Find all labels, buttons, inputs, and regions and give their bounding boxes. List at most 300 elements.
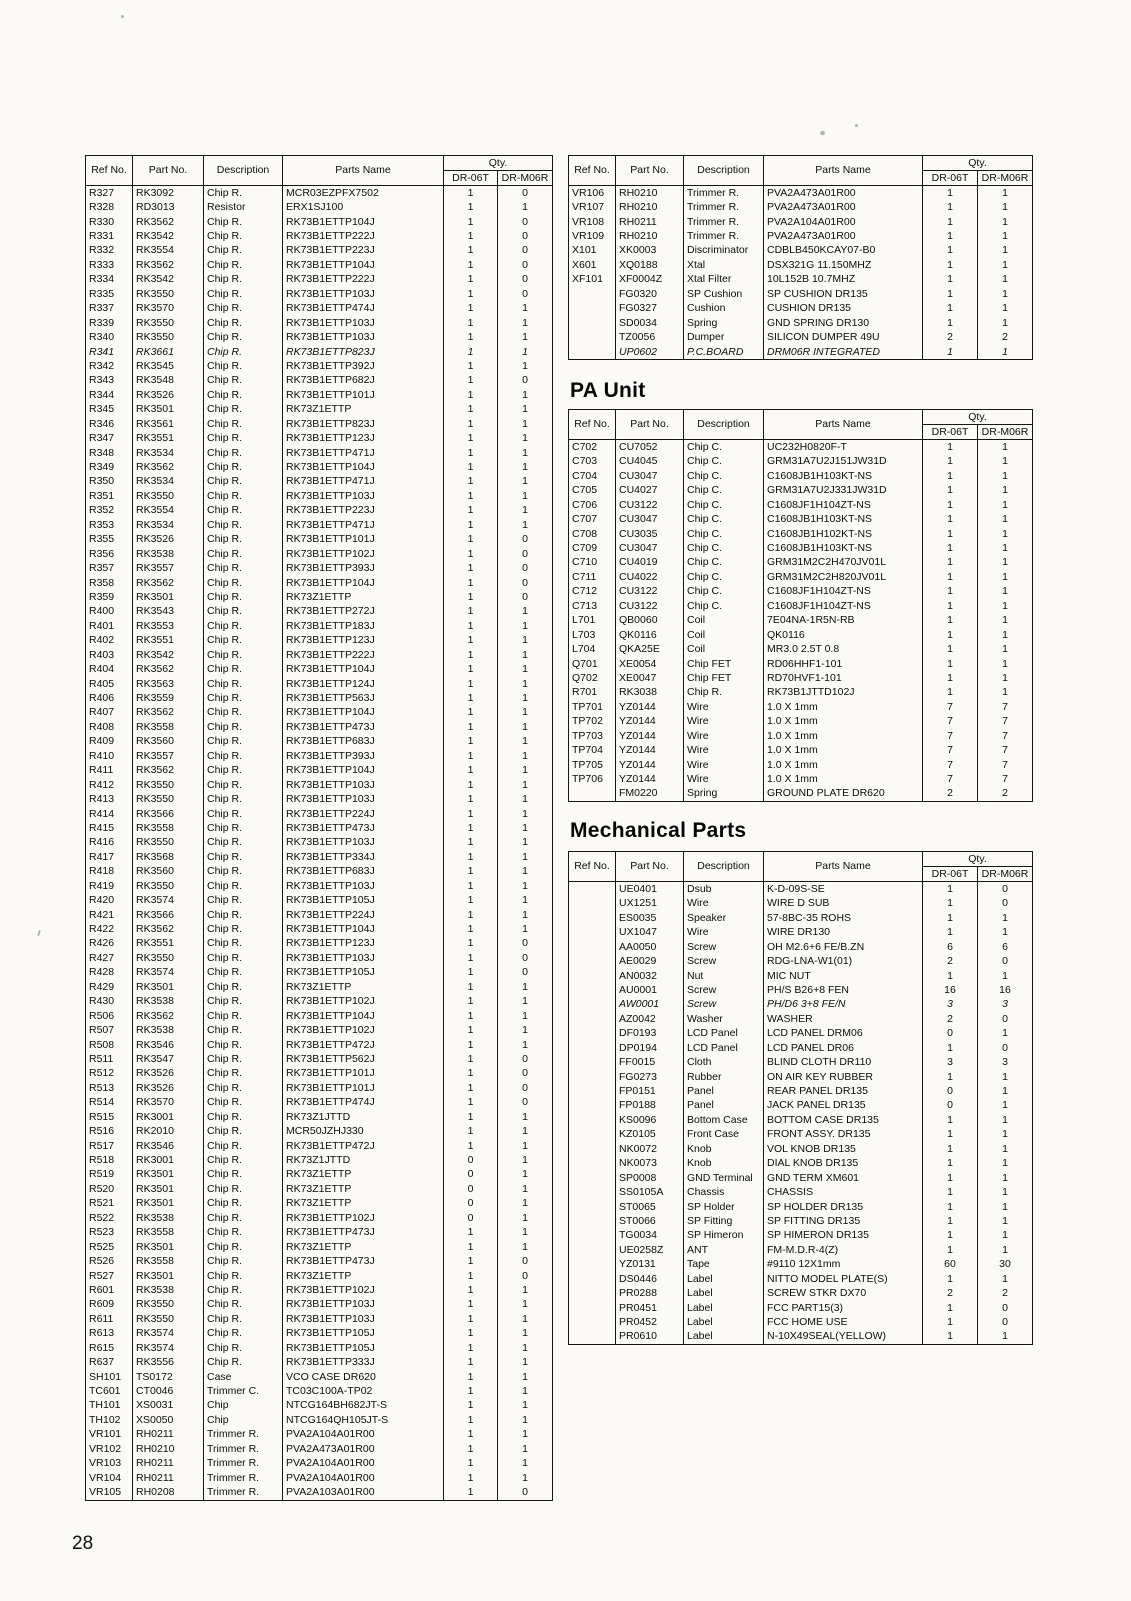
table-cell: 1: [444, 504, 498, 518]
table-cell: VR108: [569, 215, 616, 229]
table-cell: R506: [86, 1009, 133, 1023]
table-cell: 1: [498, 691, 553, 705]
table-cell: Xtal Filter: [684, 273, 764, 287]
table-cell: R407: [86, 706, 133, 720]
table-cell: 1: [498, 1240, 553, 1254]
table-cell: 1: [923, 1113, 978, 1127]
table-cell: RK3542: [133, 273, 204, 287]
table-cell: RK3501: [133, 980, 204, 994]
table-cell: R427: [86, 951, 133, 965]
table-cell: SILICON DUMPER 49U: [764, 330, 923, 344]
table-cell: 1: [444, 1067, 498, 1081]
table-cell: 1: [498, 417, 553, 431]
table-cell: 1: [978, 671, 1033, 685]
table-cell: Chip R.: [204, 316, 283, 330]
table-row: [569, 527, 1033, 541]
table-row: [86, 431, 553, 445]
table-cell: FG0273: [616, 1070, 684, 1084]
table-cell: 1: [444, 431, 498, 445]
table-cell: 0: [978, 1315, 1033, 1329]
table-cell: ERX1SJ100: [283, 200, 444, 214]
table-cell: 0: [923, 1099, 978, 1113]
table-cell: RK73B1ETTP102J: [283, 1283, 444, 1297]
table-cell: 1: [444, 749, 498, 763]
table-cell: 7: [923, 715, 978, 729]
table-cell: 1: [444, 691, 498, 705]
table-cell: Chip R.: [204, 836, 283, 850]
table-cell: RK3550: [133, 836, 204, 850]
table-cell: RK3562: [133, 460, 204, 474]
table-cell: Case: [204, 1370, 283, 1384]
table-cell: RK3553: [133, 619, 204, 633]
table-cell: RK73B1ETTP224J: [283, 807, 444, 821]
table-cell: RK73B1ETTP102J: [283, 995, 444, 1009]
table-cell: 0: [444, 1153, 498, 1167]
table-cell: R352: [86, 504, 133, 518]
table-row: [86, 1254, 553, 1268]
table-cell: 1: [444, 1124, 498, 1138]
table-row: [86, 908, 553, 922]
table-row: [86, 417, 553, 431]
table-cell: RK73Z1ETTP: [283, 1240, 444, 1254]
table-cell: 1: [498, 980, 553, 994]
table-cell: R517: [86, 1139, 133, 1153]
table-cell: PVA2A104A01R00: [283, 1471, 444, 1485]
table-cell: 1: [923, 1243, 978, 1257]
table-cell: R408: [86, 720, 133, 734]
table-cell: 1: [498, 1355, 553, 1369]
table-cell: RK3568: [133, 850, 204, 864]
table-cell: 2: [978, 1286, 1033, 1300]
table-row: [86, 619, 553, 633]
table-cell: 1: [444, 865, 498, 879]
table-cell: Chip R.: [204, 1283, 283, 1297]
table-cell: RK3566: [133, 807, 204, 821]
table-cell: RK3560: [133, 865, 204, 879]
table-cell: 1: [978, 1200, 1033, 1214]
table-row: [86, 792, 553, 806]
table-cell: 1: [498, 489, 553, 503]
table-cell: Spring: [684, 316, 764, 330]
table-cell: 0: [923, 1027, 978, 1041]
table-cell: 1: [923, 484, 978, 498]
table-cell: Chip R.: [204, 302, 283, 316]
table-cell: R405: [86, 677, 133, 691]
table-cell: Chip R.: [204, 1182, 283, 1196]
table-cell: RK73B1ETTP471J: [283, 518, 444, 532]
table-cell: FCC PART15(3): [764, 1301, 923, 1315]
table-row: [569, 186, 1033, 201]
table-cell: RK3545: [133, 359, 204, 373]
table-cell: 2: [923, 1012, 978, 1026]
header-parts-name: Parts Name: [764, 410, 923, 440]
table-cell: 1: [444, 1355, 498, 1369]
table-cell: 0: [978, 1301, 1033, 1315]
table-cell: 1: [978, 1027, 1033, 1041]
table-cell: 1: [978, 614, 1033, 628]
table-cell: [569, 1012, 616, 1026]
table-cell: Chip R.: [204, 749, 283, 763]
table-cell: 1.0 X 1mm: [764, 758, 923, 772]
table-row: [569, 1041, 1033, 1055]
table-cell: LCD PANEL DR06: [764, 1041, 923, 1055]
table-cell: RK73B1ETTP474J: [283, 1096, 444, 1110]
table-cell: RK2010: [133, 1124, 204, 1138]
table-cell: 0: [498, 1096, 553, 1110]
table-cell: RK73B1ETTP823J: [283, 345, 444, 359]
table-cell: YZ0144: [616, 729, 684, 743]
table-cell: CU3122: [616, 599, 684, 613]
header-drm06r: DR-M06R: [978, 171, 1033, 186]
table-cell: RK73B1ETTP123J: [283, 431, 444, 445]
table-cell: R523: [86, 1226, 133, 1240]
table-cell: 1: [498, 865, 553, 879]
table-cell: C706: [569, 498, 616, 512]
table-cell: Trimmer C.: [204, 1384, 283, 1398]
table-cell: Chip R.: [204, 1269, 283, 1283]
table-cell: Chip R.: [204, 1038, 283, 1052]
table-cell: R328: [86, 200, 133, 214]
table-cell: 1.0 X 1mm: [764, 715, 923, 729]
table-cell: VR109: [569, 229, 616, 243]
table-cell: 1: [978, 287, 1033, 301]
table-cell: 1: [923, 1330, 978, 1345]
table-row: [569, 882, 1033, 897]
header-qty: Qty.: [923, 852, 1033, 867]
table-cell: [569, 1027, 616, 1041]
table-cell: 0: [498, 1269, 553, 1283]
table-cell: RK3543: [133, 605, 204, 619]
table-cell: RK3562: [133, 764, 204, 778]
table-cell: Chip R.: [204, 1110, 283, 1124]
table-cell: RK3501: [133, 1240, 204, 1254]
table-cell: R613: [86, 1327, 133, 1341]
table-cell: 1: [444, 518, 498, 532]
header-ref-no: Ref No.: [569, 410, 616, 440]
table-cell: RK73B1ETTP222J: [283, 648, 444, 662]
table-cell: 1: [498, 1009, 553, 1023]
table-cell: Chip R.: [204, 706, 283, 720]
table-cell: 1: [923, 541, 978, 555]
table-cell: 1: [498, 518, 553, 532]
table-cell: 1: [923, 345, 978, 360]
table-cell: 1: [978, 556, 1033, 570]
table-cell: 1: [444, 229, 498, 243]
table-row: [569, 983, 1033, 997]
table-header: [86, 156, 553, 186]
table-cell: RK73B1ETTP103J: [283, 879, 444, 893]
table-cell: Chip R.: [204, 1009, 283, 1023]
table-cell: 1: [498, 1153, 553, 1167]
table-cell: RK3550: [133, 316, 204, 330]
table-row: [86, 1442, 553, 1456]
table-cell: 1: [498, 1182, 553, 1196]
table-cell: RK73B1ETTP563J: [283, 691, 444, 705]
table-cell: RK73B1JTTD102J: [764, 686, 923, 700]
table-cell: FG0320: [616, 287, 684, 301]
table-row: [569, 1070, 1033, 1084]
header-ref-no: Ref No.: [569, 156, 616, 186]
table-cell: 1: [444, 489, 498, 503]
table-row: [569, 1315, 1033, 1329]
table-cell: 1: [923, 215, 978, 229]
table-cell: TP701: [569, 700, 616, 714]
table-cell: 1: [444, 258, 498, 272]
table-cell: R339: [86, 316, 133, 330]
table-cell: TG0034: [616, 1229, 684, 1243]
table-cell: [569, 1301, 616, 1315]
table-cell: 1: [444, 561, 498, 575]
table-cell: RK73B1ETTP103J: [283, 792, 444, 806]
table-row: [569, 273, 1033, 287]
table-cell: ANT: [684, 1243, 764, 1257]
table-row: [569, 897, 1033, 911]
table-cell: Chip R.: [204, 1240, 283, 1254]
table-cell: TZ0056: [616, 330, 684, 344]
table-cell: R507: [86, 1023, 133, 1037]
table-cell: 1: [923, 671, 978, 685]
table-cell: 0: [498, 951, 553, 965]
table-cell: 1: [498, 504, 553, 518]
table-cell: Chip R.: [204, 258, 283, 272]
table-cell: RK73B1ETTP224J: [283, 908, 444, 922]
table-cell: RH0208: [133, 1485, 204, 1500]
table-cell: 1: [498, 807, 553, 821]
table-cell: RK73B1ETTP104J: [283, 460, 444, 474]
table-row: [86, 778, 553, 792]
table-cell: YZ0144: [616, 758, 684, 772]
table-cell: Coil: [684, 628, 764, 642]
table-cell: R358: [86, 576, 133, 590]
table-cell: RK73B1ETTP105J: [283, 966, 444, 980]
table-cell: [569, 911, 616, 925]
table-cell: P.C.BOARD: [684, 345, 764, 360]
table-cell: 1: [444, 735, 498, 749]
table-cell: RK73B1ETTP682J: [283, 374, 444, 388]
table-cell: 1: [498, 1211, 553, 1225]
table-cell: 1: [498, 200, 553, 214]
table-cell: GRM31A7U2J151JW31D: [764, 455, 923, 469]
table-cell: R512: [86, 1067, 133, 1081]
table-cell: 1: [978, 316, 1033, 330]
table-row: [569, 729, 1033, 743]
table-cell: Chip R.: [204, 908, 283, 922]
table-cell: Chip C.: [684, 556, 764, 570]
header-dr06t: DR-06T: [923, 171, 978, 186]
table-row: [569, 302, 1033, 316]
table-cell: 1: [444, 1096, 498, 1110]
table-cell: 1: [923, 599, 978, 613]
table-cell: RK73B1ETTP105J: [283, 1327, 444, 1341]
table-cell: RK73B1ETTP104J: [283, 922, 444, 936]
table-cell: RK3570: [133, 302, 204, 316]
table-cell: RK3561: [133, 417, 204, 431]
table-cell: RK3557: [133, 749, 204, 763]
table-cell: 1: [444, 677, 498, 691]
table-cell: DS0446: [616, 1272, 684, 1286]
table-cell: [569, 1142, 616, 1156]
table-row: [86, 691, 553, 705]
table-cell: RK3560: [133, 735, 204, 749]
table-cell: 1: [444, 980, 498, 994]
table-cell: R357: [86, 561, 133, 575]
table-cell: XS0031: [133, 1399, 204, 1413]
table-cell: RK73B1ETTP103J: [283, 330, 444, 344]
table-cell: Chip R.: [204, 619, 283, 633]
header-ref-no: Ref No.: [86, 156, 133, 186]
table-cell: R402: [86, 634, 133, 648]
table-cell: C1608JB1H103KT-NS: [764, 469, 923, 483]
table-cell: TC601: [86, 1384, 133, 1398]
table-cell: Chip R.: [204, 1327, 283, 1341]
table-cell: 1: [444, 764, 498, 778]
table-cell: 1: [978, 541, 1033, 555]
table-cell: DRM06R INTEGRATED: [764, 345, 923, 360]
table-cell: 1: [444, 807, 498, 821]
table-cell: 1: [444, 1081, 498, 1095]
table-cell: Nut: [684, 969, 764, 983]
table-cell: Knob: [684, 1142, 764, 1156]
table-row: [86, 1413, 553, 1427]
header-ref-no: Ref No.: [569, 852, 616, 882]
table-cell: Chip C.: [684, 455, 764, 469]
pa-unit-table: [568, 409, 1033, 802]
table-row: [569, 287, 1033, 301]
table-row: [86, 345, 553, 359]
table-cell: RK73B1ETTP101J: [283, 1067, 444, 1081]
table-cell: RK3566: [133, 908, 204, 922]
table-cell: 0: [978, 882, 1033, 897]
table-cell: FP0188: [616, 1099, 684, 1113]
table-cell: RK73B1ETTP474J: [283, 302, 444, 316]
table-cell: 1: [444, 1428, 498, 1442]
table-cell: R343: [86, 374, 133, 388]
table-cell: [569, 1286, 616, 1300]
table-row: [569, 700, 1033, 714]
table-cell: WIRE DR130: [764, 926, 923, 940]
table-cell: 1: [444, 1269, 498, 1283]
table-cell: 3: [923, 998, 978, 1012]
table-row: [86, 966, 553, 980]
table-cell: 1: [923, 911, 978, 925]
table-cell: RK73B1ETTP393J: [283, 561, 444, 575]
table-cell: RK73B1ETTP124J: [283, 677, 444, 691]
table-cell: C1608JB1H102KT-NS: [764, 527, 923, 541]
table-row: [86, 1428, 553, 1442]
table-cell: 0: [444, 1182, 498, 1196]
table-cell: 1: [498, 995, 553, 1009]
table-cell: 1: [923, 200, 978, 214]
table-cell: 2: [923, 954, 978, 968]
table-row: [86, 648, 553, 662]
table-cell: ES0035: [616, 911, 684, 925]
table-cell: RK3501: [133, 1182, 204, 1196]
table-cell: 1: [498, 1298, 553, 1312]
table-cell: 1: [978, 628, 1033, 642]
table-cell: Chip C.: [684, 585, 764, 599]
table-cell: R520: [86, 1182, 133, 1196]
table-cell: Chip R.: [204, 1067, 283, 1081]
table-cell: RK3038: [616, 686, 684, 700]
table-row: [569, 1055, 1033, 1069]
table-cell: 1: [444, 417, 498, 431]
table-cell: R340: [86, 330, 133, 344]
table-cell: 1: [978, 527, 1033, 541]
table-cell: C713: [569, 599, 616, 613]
table-cell: CDBLB450KCAY07-B0: [764, 244, 923, 258]
table-row: [569, 926, 1033, 940]
table-row: [86, 359, 553, 373]
table-cell: Wire: [684, 926, 764, 940]
table-cell: Chip R.: [204, 533, 283, 547]
table-cell: Chip R.: [204, 388, 283, 402]
table-cell: [569, 1157, 616, 1171]
table-cell: Chip R.: [204, 648, 283, 662]
table-cell: RK73B1ETTP123J: [283, 634, 444, 648]
table-cell: TH101: [86, 1399, 133, 1413]
table-row: [569, 1128, 1033, 1142]
table-cell: 2: [923, 330, 978, 344]
table-row: [569, 469, 1033, 483]
table-cell: 1: [498, 792, 553, 806]
table-cell: Chip R.: [204, 821, 283, 835]
table-cell: 1: [444, 951, 498, 965]
table-cell: R331: [86, 229, 133, 243]
table-row: [86, 605, 553, 619]
table-cell: RK3548: [133, 374, 204, 388]
table-cell: 1: [444, 821, 498, 835]
table-cell: RK3546: [133, 1038, 204, 1052]
table-cell: Screw: [684, 983, 764, 997]
table-cell: FCC HOME USE: [764, 1315, 923, 1329]
table-cell: RK73B1ETTP473J: [283, 1254, 444, 1268]
table-cell: [569, 969, 616, 983]
table-row: [569, 440, 1033, 455]
table-cell: PVA2A104A01R00: [283, 1457, 444, 1471]
table-cell: Chip R.: [204, 605, 283, 619]
table-cell: 1: [444, 908, 498, 922]
table-cell: 30: [978, 1258, 1033, 1272]
table-cell: OH M2.6+6 FE/B.ZN: [764, 940, 923, 954]
table-cell: WASHER: [764, 1012, 923, 1026]
table-cell: RK3558: [133, 821, 204, 835]
table-cell: VR101: [86, 1428, 133, 1442]
table-row: [86, 561, 553, 575]
table-cell: 1: [978, 1229, 1033, 1243]
table-cell: RH0210: [616, 186, 684, 201]
table-cell: 1: [444, 1038, 498, 1052]
table-row: [569, 1258, 1033, 1272]
table-cell: Chip R.: [204, 691, 283, 705]
table-cell: Chip R.: [204, 1197, 283, 1211]
table-cell: XE0047: [616, 671, 684, 685]
table-cell: Chip R.: [204, 720, 283, 734]
table-cell: 1: [923, 186, 978, 201]
table-cell: K-D-09S-SE: [764, 882, 923, 897]
table-cell: Washer: [684, 1012, 764, 1026]
table-cell: UC232H0820F-T: [764, 440, 923, 455]
table-cell: C707: [569, 512, 616, 526]
table-cell: RK3501: [133, 1197, 204, 1211]
table-row: [86, 388, 553, 402]
table-row: [569, 1229, 1033, 1243]
table-cell: RK73B1ETTP103J: [283, 836, 444, 850]
table-cell: 7: [923, 743, 978, 757]
table-cell: RK3534: [133, 475, 204, 489]
table-cell: Trimmer R.: [684, 186, 764, 201]
table-cell: GRM31A7U2J331JW31D: [764, 484, 923, 498]
table-cell: RD70HVF1-101: [764, 671, 923, 685]
